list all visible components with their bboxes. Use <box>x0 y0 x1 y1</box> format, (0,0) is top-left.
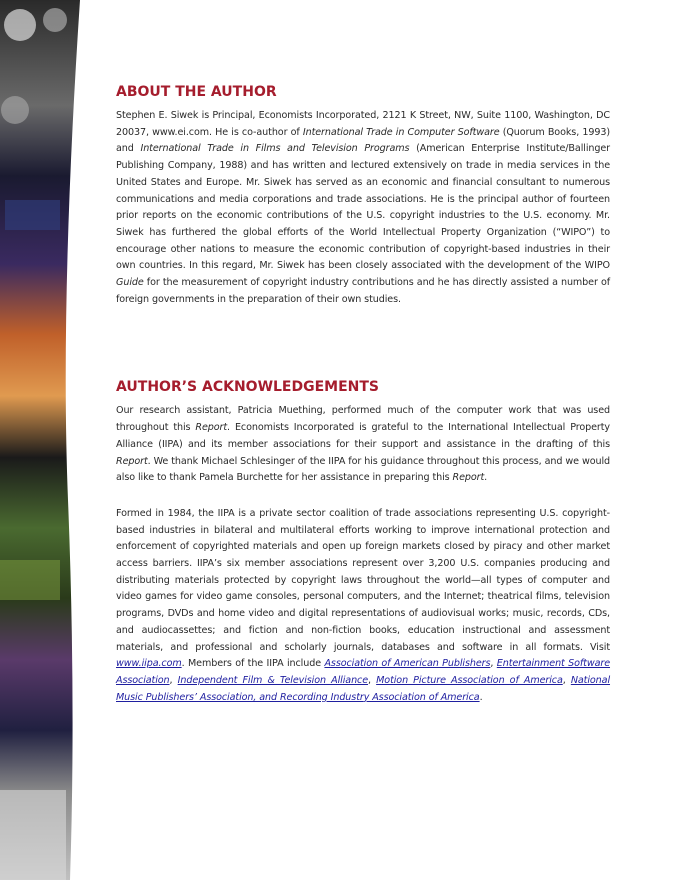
link-aap[interactable]: Association of American Publishers <box>324 658 491 670</box>
text: (American Enterprise Institute/Ballinger Publishing Company, 1988) and has written and lectured extensively on trade in media services in the United States and Europe. Mr. Siwek has served as an economic and financial consultant to numerous communications and media corporations and trade associations. He is the principal author of fourteen prior reports on the economic contributions of the U.S. copyright industries to the U.S. economy. Mr. Siwek has furthered the global efforts of the World Intellectual Property Organization (“WIPO”) to encourage other nations to measure the economic contribution of copyright-based industries in their own countries. In this regard, Mr. Siwek has been closely associated with the development of the WIPO <box>116 143 611 272</box>
separator: , <box>490 658 497 670</box>
text: . Economists Incorporated is grateful to the International Intellectual Property Alliance (IIPA) and its member associations for their support and assistance in the drafting of this <box>116 422 610 450</box>
acknowledgements-paragraph <box>116 403 610 487</box>
link-esa[interactable]: Entertainment Software Association <box>116 658 611 686</box>
acknowledgements-heading: AUTHOR’S ACKNOWLEDGEMENTS <box>116 379 380 396</box>
text: . <box>484 472 488 484</box>
report-title: Report <box>195 422 228 434</box>
link-mpaa[interactable]: Motion Picture Association of America <box>376 674 563 686</box>
report-title: Report <box>452 472 485 484</box>
link-ifta[interactable]: Independent Film & Television Alliance <box>177 674 369 686</box>
text: . <box>479 691 483 703</box>
text: (Quorum Books, 1993) and <box>116 126 610 155</box>
text: . We thank Michael Schlesinger of the IIPA for his guidance throughout this process, and we would also like to thank Pamela Burchette for her assistance in preparing this <box>116 455 610 484</box>
iipa-website-link[interactable]: www.iipa.com <box>116 658 182 670</box>
report-title: Report <box>116 455 148 467</box>
book-title: International Trade in Films and Television Programs <box>140 143 410 155</box>
about-author-heading: ABOUT THE AUTHOR <box>116 84 277 100</box>
separator: , <box>368 674 377 686</box>
iipa-paragraph <box>116 506 610 706</box>
text: . Members of the IIPA include <box>181 658 325 670</box>
about-author-paragraph <box>116 108 610 308</box>
document-body <box>116 84 610 706</box>
text: Formed in 1984, the IIPA is a private sector coalition of trade associations representing U.S. copyright-based industries in bilateral and multilateral efforts working to improve international protection and enforcement of copyrighted materials and open up foreign markets closed by piracy and other market access barriers. IIPA’s six member associations represent over 3,200 U.S. companies producing and distributing materials protected by copyright laws throughout the world—all types of computer and video games for video game consoles, personal computers, and the Internet; theatrical films, television programs, DVDs and home video and digital representations of audiovisual works; music, records, CDs, and audiocassettes; and fiction and non-fiction books, education instructional and assessment materials, and professional and scholarly journals, databases and software in all formats. Visit <box>116 507 610 653</box>
link-nmpa-riaa[interactable]: National Music Publishers’ Association, and Recording Industry Association of America <box>116 674 611 703</box>
separator: , <box>169 674 178 686</box>
text: Our research assistant, Patricia Muething, performed much of the computer work that was used throughout this <box>116 405 610 434</box>
text: for the measurement of copyright industry contributions and he has directly assisted a number of foreign governments in the preparation of their own studies. <box>116 277 610 305</box>
decorative-media-collage <box>0 0 80 880</box>
book-title: International Trade in Computer Software <box>302 126 500 138</box>
text: Stephen E. Siwek is Principal, Economists Incorporated, 2121 K Street, NW, Suite 1100, Washington, DC 20037, www.ei.com. He is co-author of <box>116 110 610 138</box>
guide-title: Guide <box>116 277 144 289</box>
separator: , <box>562 674 571 686</box>
acknowledgements-section <box>116 379 610 706</box>
about-author-section <box>116 84 610 308</box>
